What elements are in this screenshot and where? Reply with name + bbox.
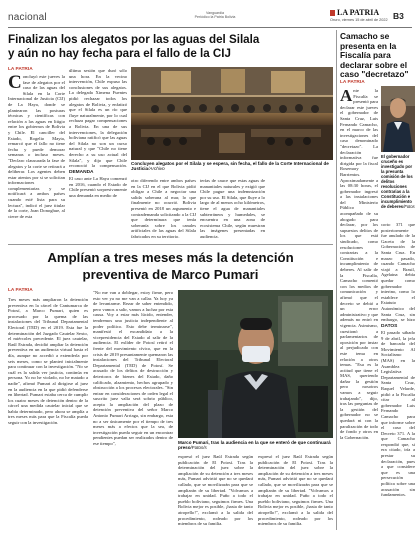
story2-column-2-text: "No me van a doblegar, estoy firme, pero esto ver ya no me van a callar. Ya hoy ya de levantarme. Rezar de saber entendido, pero vamos a salir, vamos a luchar por esta causa. Voy a estar más lúcido, entender, tendremos una justicia independiente al poder político. Esto debe terminarse", manifestó el excandidato a la vicepresidencia del Estado al salir de la audiencia. El exlíder de Potosí retiró el frente del movimiento cívico, que en la crisis de 2019 presuntamente quemaron las instalaciones del Tribunal Electoral Departamental (TED) de Potosí. Se acusado de los delitos de destrucción y deterioros de bienes del Estado, daño calificado, alzamiento, hechos agrupado y obstrucción a los procesos electorales. "Sin entrar en consideraciones de orden legal el suscrito juez valía será sobrio público, acepta la ampliación del plazo de detención preventiva del señor Marco Antonio Pumari Arriaga, sin embargo, esta no a ser únicamente por el tiempo de tres meses más a efectos que la sea, de investigación pueda seguir en un encontrar pendientes puedan ser realizados dentro de ese tiempo", <box>93 290 173 447</box>
story3-column-1 <box>340 88 378 528</box>
camacho-image <box>381 86 415 152</box>
story1-column-4 <box>200 178 265 242</box>
story1-demanda-title: DEMANDA <box>69 170 94 175</box>
story3-photo-camacho <box>381 86 415 152</box>
story2-headline <box>8 249 333 283</box>
courtroom-image <box>131 67 333 160</box>
story2-byline: LA PATRIA <box>8 288 33 293</box>
story-divider-vertical <box>336 30 337 530</box>
header-center-line1: Vanguardia <box>205 11 225 15</box>
story1-drop-cap: C <box>8 74 22 93</box>
story3-column-1-text: nte la Fiscalía se presentó para declarar este jueves el gobernador de Santa Cruz, Luis Fernando Camacho, en el marco de las investigaciones del caso denominado "decretazo". La declaración informativa fue dirigida por la fiscal Rosemary Barrientos. Aproximadamente a las 08:30 horas, el gobernador ingresó a las instalaciones del Ministerio Público acompañado de su abogado para declarar, por los supuestos delitos de los que está sindicado, como resoluciones contrarias a la Constitución e incumplimiento de deberes. Al salir de la Fiscalía, Camacho comentó con los medios de comunicación y afirmó que el decreto se debió a un error administrativo y que además no entró en vigencia. Asimismo, cuestionó a parlamentarios de oposición por instar al perjudicado con este tema en relación a otros temas. "Esa es la actitud que tiene el MAS, queriendo dañar la gestión pero nosotros vamos a seguir trabajando", dijo, tras las preguntas de la gestión del gobernador no se quedará ni con la paralización de todo de fondo y otros en la Gobernación. <box>340 88 378 440</box>
story2-column-3-text: expresó el juez Raúl Estrada según publicación de El Potosí. Tras la determinación del juez sobre la ampliación de su detención a tres meses más, Pumari advirtió que no se quedará callado, que se movilizarán para que se ampliarán de su libertad. "Volvamos a trabajar en unidad. Puño a todo el pueblo boliviano, seguimos firmes. Una Bolivia mejor es posible, ¡hasta de tanto atropello!", exclamó a la salida del procedimiento, rodeado por los miembros de su familia. <box>178 454 253 527</box>
header-center-line2: Periódico la Patria Bolivia <box>194 15 236 20</box>
story3-datos-text: El pasado sábado 9 de abril, la jefa de bancada del Movimiento Al Socialismo (MAS) en la Asamblea Legislativa Departamental de Santa Cruz, Raquel Velarde, pidió a la Fiscalía citar al gobernador Luis Fernando Camacho para que informe sobre el caso del Decreto 371. A la que Camacho respondió que, si era citado, iría a prestar su declaración, pues a que considere que es una persecución política sobre una acusación sin fundamentos. <box>381 330 415 498</box>
story1-column-1 <box>8 74 65 242</box>
brand-logo-mark <box>330 10 335 16</box>
story2-caption-text: Marco Pumari, tras la audiencia en la que se enteró de que continuará preso <box>178 440 331 451</box>
story3-column-2 <box>381 222 415 322</box>
story1-headline-line1: Finalizan los alegatos por las aguas del Silala <box>8 33 260 46</box>
story1-demanda-text: El caso ante La Haya comenzó en 2016, cuando el Estado de Chile presentó sorpresivamente una demanda en medio de <box>69 176 127 198</box>
story3-column-2-text: corto 371 que posteriormente fue anulado de la Gaceta de la Gobernación de Santa Cruz. En marzo pasado, cuando Camacho viajó a Brasil, Agelaina debía quedar como gobernador interino, como lo establece el Estatuto Autonómico del Santa Cruz, sin embargo, se hizo <box>381 222 415 322</box>
story2-column-2 <box>93 290 173 530</box>
brand-logo-text: LA PATRIA <box>337 8 380 17</box>
header-center <box>180 11 250 20</box>
story2-photo-pumari <box>178 290 333 438</box>
story3-photo-caption <box>381 154 415 209</box>
pumari-image <box>178 290 333 438</box>
story3-drop-cap: A <box>340 88 353 105</box>
header-rule <box>8 27 412 28</box>
story1-headline-line2: y aún no hay fecha para el fallo de la CIJ <box>8 47 231 60</box>
story1-column-3-text: otro diferendo entre ambos países en la CIJ en el que Bolivia pidió obligar a Chile a negociar una salida soberana al mar, lo que finalmente no ocurrió. Bolivia presentó en 2018 un argumento e contrademanda solicitando a la CIJ que determinara que tenía soberanía sobre los canales artificiales de las aguas del Silala fabricados en su territorio. <box>131 178 196 239</box>
story1-demanda-box <box>69 170 127 242</box>
story1-photo-caption <box>131 161 333 172</box>
story2-column-3 <box>178 454 253 530</box>
section-name: nacional <box>8 12 47 23</box>
story2-headline-line2: preventiva de Marco Pumari <box>82 267 259 282</box>
story1-byline: LA PATRIA <box>8 67 33 72</box>
story1-caption-text: Concluyen alegatos por el Silala y se espera, sin fecha, el fallo de la Corte Internacional de Justicia <box>131 161 329 172</box>
story2-caption-source: /Fotos/s <box>190 445 207 451</box>
story1-column-3 <box>131 178 196 242</box>
brand-logo <box>330 8 379 17</box>
story-divider-horizontal <box>8 244 333 245</box>
story2-column-1 <box>8 296 88 530</box>
story1-column-1-text: oncluyó este jueves la fase de alegatos por el caso de las aguas del Silala en la Corte Internacional de Justicia (CIJ) de La Haya, donde se plantearon las posturas técnicas y científicas con relación a las aguas en litigio entre los gobiernos de Bolivia y Chile. El canciller del Estado, Rogelio Mayta, remarcó que el fallo no tiene fecha y puede demorar semanas o incluso meses. "Declaro clausurada la fase de alegatos y la corte se retirará a deliberar. Los agentes deben estar atentos por si se solicitan informaciones complementarias y se notificará a ambos países cuando esté lista para su lectura", indicó el juez titular de la corte, Joan Donoghue, al cierre de esta <box>8 74 65 219</box>
story2-column-4 <box>258 454 333 530</box>
story3-caption-source: /Fotos <box>403 204 415 209</box>
story1-caption-source: /Archivo <box>148 166 165 172</box>
story1-column-2-text: última sesión que duró sólo una hora. En la vecino intervención, Chile expuso las conclusiones de sus alegatos. La delegada Ximena Fuentes pidió rechazar todos los alegatos de Bolivia, y enfatizó que el Silala es un río que fluye naturalmente, por lo cual rechaza pagar compensaciones a Bolivia. En una de sus intervenciones, la delegación boliviana ratificó que las aguas del Silala no son un curso natural y que "Chile no tiene derecho a su uso actual del Silala", y dijo que Chile reconoció la compensación. <box>69 68 127 169</box>
story2-headline-line1: Amplían a tres meses más la detención <box>47 250 294 265</box>
story3-datos-box <box>381 324 415 529</box>
header-date: Oruro, viernes 15 de abril de 2022 <box>330 18 388 22</box>
story3-datos-title: DATOS <box>381 324 398 329</box>
story3-headline: Camacho se presenta en la Fiscalía para declarar sobre el caso "decretazo" <box>340 31 409 80</box>
story3-byline: LA PATRIA <box>340 80 365 85</box>
story3-caption-text: El gobernador cruceño es investigado por la presunta comisión de los delitos resoluciones contrarias a la Constitución e incumplimiento de deberes <box>381 154 413 209</box>
story2-column-4-text: expresó el juez Raúl Estrada según publicación de El Potosí. Tras la determinación del juez sobre la ampliación de su detención a tres meses más, Pumari advirtió que no se quedará callado, que se movilizarán para que se ampliarán de su libertad. "Volvamos a trabajar en unidad. Puño a todo el pueblo boliviano, seguimos firmes. Una Bolivia mejor es posible, ¡hasta de tanto atropello!", exclamó a la salida del procedimiento, rodeado por los miembros de su familia. <box>258 454 333 527</box>
story1-photo-courtroom <box>131 67 333 160</box>
story2-column-1-text: Tres meses más ampliaron la detención preventiva en la cárcel de Cantumarca de Potosí, a Marco Pumari, quien es procesado por la quema de las instalaciones del Tribunal Departamental Electoral (TED) en el 2019. Esta fue la determinación del Juzgado Cautelar Sexto, el miércoles precedente. El juez cautelar, Raúl Estrada, decidió ampliar la detención preventiva en un audiencia virtual hasta el día, aunque no accedió a extenderla por seis meses, como se planteó inicialmente para continuar con la investigación. "No se cuál es la salida ver justicia, continúa en persona. Yo no he violado, no he matado a nadie", afirmó Pumari al dirigirse al juez en la audiencia en la que pidió defenderse en libertad. Pumari estaba cerca de cumplir los cuatro meses de detención dentro de la cárcel una medida cautelar inicial que se había determinado, pero ahora se amplía a tres meses más para que la Fiscalía pueda seguir con la investigación. <box>8 297 88 426</box>
page-number: B3 <box>393 11 404 21</box>
story1-column-2 <box>69 68 127 169</box>
story1-column-4-text: terías de cauce que estas aguas de manantiales naturales y exigió que Chile pague una indemnización por su uso. El Silala, que fluye a lo largo de al menos ocho kilómetros, tiene el agua de manantiales subterráneos y humedales, se encuentra en una zona de ecosistema Chile, según muestran las imágenes presentadas en audiencia. <box>200 178 265 239</box>
story2-photo-caption <box>178 440 333 451</box>
story1-headline <box>8 33 333 61</box>
